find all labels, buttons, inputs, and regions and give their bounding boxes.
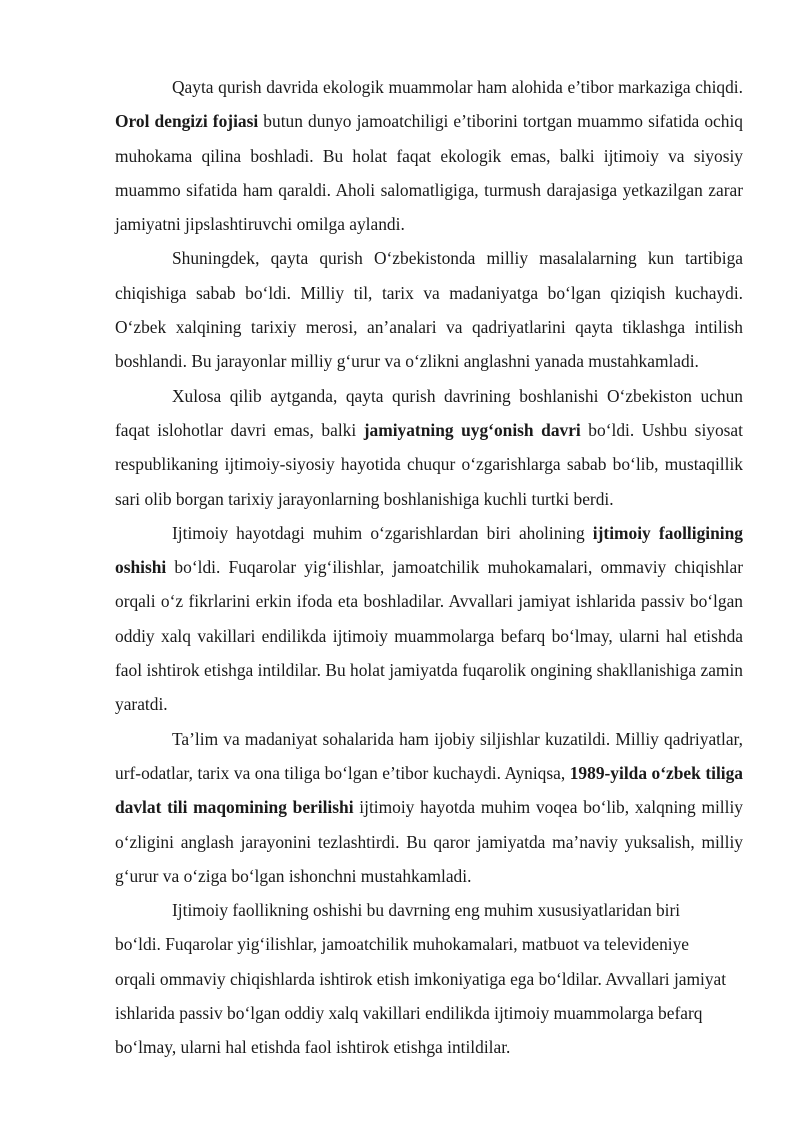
paragraph-social-activity — [115, 516, 743, 722]
paragraph-aral-sea — [115, 70, 743, 241]
paragraph-text: bo‘ldi. Ushbu siyosat respublikaning ijtimoiy-siyosiy hayotida chuqur o‘zgarishlarga sabab bo‘lib, mustaqillik sari olib borgan tarixiy jarayonlarning boshlanishiga kuchli turtki berdi. — [115, 419, 743, 509]
paragraph-conclusion — [115, 379, 743, 516]
bold-phrase: ijtimoiy faolligining oshishi — [115, 522, 743, 578]
paragraph-national-issues — [115, 241, 743, 378]
paragraph-text: butun dunyo jamoatchiligi e’tiborini tortgan muammo sifatida ochiq muhokama qilina boshladi. Bu holat faqat ekologik emas, balki ijtimoiy va siyosiy muammo sifatida ham qaraldi. Aholi salomatligiga, turmush darajasiga yetkazilgan zarar jamiyatni jipslashtiruvchi omilga aylandi. — [115, 111, 743, 235]
paragraph-text: Ijtimoiy faollikning oshishi bu davrning eng muhim xususiyatlaridan biri bo‘ldi. Fuqarolar yig‘ilishlar, jamoatchilik muhokamalari, matbuot va televideniye orqali ommaviy chiqishlarda ishtirok etish imkoniyatiga ega bo‘ldilar. Avvallari jamiyat ishlarida passiv bo‘lgan oddiy xalq vakillari endilikda ijtimoiy muammolarga befarq bo‘lmay, ularni hal etishda faol ishtirok etishga intildilar. — [115, 900, 727, 1058]
bold-phrase: 1989-yilda o‘zbek tiliga davlat tili maqomining berilishi — [115, 762, 743, 818]
paragraph-civic-engagement — [115, 893, 727, 1064]
paragraph-text: bo‘ldi. Fuqarolar yig‘ilishlar, jamoatchilik muhokamalari, ommaviy chiqishlar orqali o‘z fikrlarini erkin ifoda eta boshladilar. Avvallari jamiyat ishlarida passiv bo‘lgan oddiy xalq vakillari endilikda ijtimoiy muammolarga befarq bo‘lmay, ularni hal etishda faol ishtirok etishga intildilar. Bu holat jamiyatda fuqarolik ongining shakllanishiga zamin yaratdi. — [115, 557, 743, 715]
document-page — [115, 70, 743, 1065]
paragraph-text: Qayta qurish davrida ekologik muammolar ham alohida e’tibor markaziga chiqdi. — [172, 77, 743, 97]
bold-phrase: jamiyatning uyg‘onish davri — [363, 419, 581, 440]
paragraph-text: Ta’lim va madaniyat sohalarida ham ijobiy siljishlar kuzatildi. Milliy qadriyatlar, urf-odatlar, tarix va ona tiliga bo‘lgan e’tibor kuchaydi. Ayniqsa, — [115, 728, 743, 783]
paragraph-education-culture — [115, 722, 743, 893]
paragraph-text: Ijtimoiy hayotdagi muhim o‘zgarishlardan biri aholining — [172, 522, 593, 543]
paragraph-text: Xulosa qilib aytganda, qayta qurish davrining boshlanishi O‘zbekiston uchun faqat islohotlar davri emas, balki — [115, 385, 743, 440]
paragraph-text: Shuningdek, qayta qurish O‘zbekistonda milliy masalalarning kun tartibiga chiqishiga sabab bo‘ldi. Milliy til, tarix va madaniyatga bo‘lgan qiziqish kuchaydi. O‘zbek xalqining tarixiy merosi, an’analari va qadriyatlarini qayta tiklashga intilish boshlandi. Bu jarayonlar milliy g‘urur va o‘zlikni anglashni yanada mustahkamladi. — [115, 248, 743, 372]
bold-phrase: Orol dengizi fojiasi — [115, 111, 259, 132]
paragraph-text: ijtimoiy hayotda muhim voqea bo‘lib, xalqning milliy o‘zligini anglash jarayonini tezlashtirdi. Bu qaror jamiyatda ma’naviy yuksalish, milliy g‘urur va o‘ziga bo‘lgan ishonchni mustahkamladi. — [115, 797, 743, 886]
